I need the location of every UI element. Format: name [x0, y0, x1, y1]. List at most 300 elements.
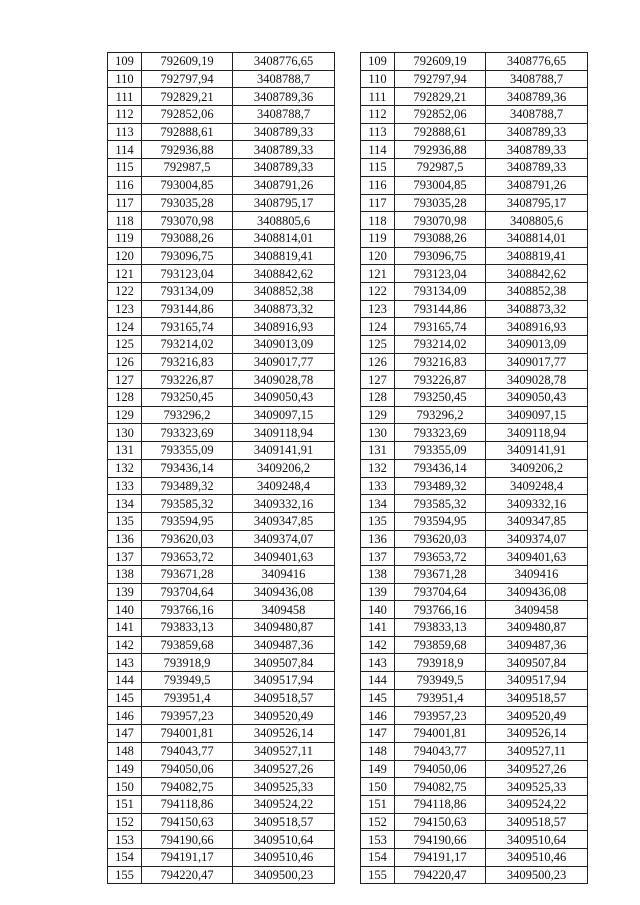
- y-coordinate-cell: 3409458: [486, 601, 588, 619]
- y-coordinate-cell: 3409050,43: [233, 389, 335, 407]
- point-number-cell: 144: [108, 672, 142, 690]
- x-coordinate-cell: 793489,32: [142, 477, 233, 495]
- y-coordinate-cell: 3409332,16: [233, 495, 335, 513]
- y-coordinate-cell: 3409050,43: [486, 389, 588, 407]
- table-row: [108, 247, 335, 265]
- x-coordinate-cell: 794150,63: [142, 813, 233, 831]
- table-row: [108, 265, 335, 283]
- point-number-cell: 132: [361, 459, 395, 477]
- y-coordinate-cell: 3408873,32: [233, 300, 335, 318]
- x-coordinate-cell: 793704,64: [395, 583, 486, 601]
- table-row: [108, 636, 335, 654]
- y-coordinate-cell: 3409518,57: [233, 689, 335, 707]
- table-row: [108, 742, 335, 760]
- y-coordinate-cell: 3408789,33: [486, 159, 588, 177]
- y-coordinate-cell: 3409028,78: [233, 371, 335, 389]
- point-number-cell: 122: [108, 282, 142, 300]
- x-coordinate-cell: 793620,03: [395, 530, 486, 548]
- point-number-cell: 115: [108, 159, 142, 177]
- table-row: [361, 672, 588, 690]
- x-coordinate-cell: 793250,45: [142, 389, 233, 407]
- y-coordinate-cell: 3409520,49: [486, 707, 588, 725]
- x-coordinate-cell: 794220,47: [395, 866, 486, 884]
- x-coordinate-cell: 793951,4: [142, 689, 233, 707]
- point-number-cell: 131: [108, 442, 142, 460]
- y-coordinate-cell: 3409517,94: [486, 672, 588, 690]
- point-number-cell: 147: [108, 725, 142, 743]
- y-coordinate-cell: 3409458: [233, 601, 335, 619]
- y-coordinate-cell: 3409510,64: [233, 831, 335, 849]
- table-row: [361, 229, 588, 247]
- y-coordinate-cell: 3409013,09: [486, 336, 588, 354]
- point-number-cell: 147: [361, 725, 395, 743]
- coordinate-table-left: [107, 52, 335, 884]
- table-row: [108, 282, 335, 300]
- table-row: [361, 866, 588, 884]
- x-coordinate-cell: 794118,86: [395, 795, 486, 813]
- table-row: [108, 689, 335, 707]
- x-coordinate-cell: 793096,75: [142, 247, 233, 265]
- table-row: [108, 159, 335, 177]
- x-coordinate-cell: 793766,16: [395, 601, 486, 619]
- table-row: [361, 70, 588, 88]
- y-coordinate-cell: 3409013,09: [233, 336, 335, 354]
- x-coordinate-cell: 793489,32: [395, 477, 486, 495]
- table-row: [108, 176, 335, 194]
- table-row: [361, 123, 588, 141]
- x-coordinate-cell: 793859,68: [395, 636, 486, 654]
- y-coordinate-cell: 3409510,46: [486, 848, 588, 866]
- y-coordinate-cell: 3408916,93: [233, 318, 335, 336]
- y-coordinate-cell: 3408852,38: [486, 282, 588, 300]
- x-coordinate-cell: 792609,19: [142, 53, 233, 71]
- point-number-cell: 134: [361, 495, 395, 513]
- y-coordinate-cell: 3409416: [486, 565, 588, 583]
- y-coordinate-cell: 3409347,85: [233, 512, 335, 530]
- point-number-cell: 130: [108, 424, 142, 442]
- point-number-cell: 153: [361, 831, 395, 849]
- table-row: [361, 565, 588, 583]
- table-row: [108, 318, 335, 336]
- table-row: [108, 848, 335, 866]
- table-row: [361, 406, 588, 424]
- point-number-cell: 109: [361, 53, 395, 71]
- table-row: [361, 336, 588, 354]
- table-row: [108, 70, 335, 88]
- y-coordinate-cell: 3408789,33: [233, 159, 335, 177]
- y-coordinate-cell: 3408791,26: [233, 176, 335, 194]
- table-row: [108, 619, 335, 637]
- y-coordinate-cell: 3408791,26: [486, 176, 588, 194]
- table-row: [361, 106, 588, 124]
- table-row: [108, 229, 335, 247]
- y-coordinate-cell: 3408852,38: [233, 282, 335, 300]
- table-row: [361, 601, 588, 619]
- table-row: [361, 707, 588, 725]
- table-row: [108, 212, 335, 230]
- table-row: [108, 194, 335, 212]
- y-coordinate-cell: 3409248,4: [233, 477, 335, 495]
- point-number-cell: 132: [108, 459, 142, 477]
- table-row: [108, 300, 335, 318]
- table-row: [108, 530, 335, 548]
- point-number-cell: 123: [108, 300, 142, 318]
- table-row: [108, 424, 335, 442]
- x-coordinate-cell: 792829,21: [142, 88, 233, 106]
- x-coordinate-cell: 793296,2: [395, 406, 486, 424]
- x-coordinate-cell: 793216,83: [142, 353, 233, 371]
- y-coordinate-cell: 3409401,63: [486, 548, 588, 566]
- y-coordinate-cell: 3409206,2: [233, 459, 335, 477]
- table-row: [361, 848, 588, 866]
- table-row: [108, 406, 335, 424]
- x-coordinate-cell: 793671,28: [395, 565, 486, 583]
- x-coordinate-cell: 793134,09: [395, 282, 486, 300]
- point-number-cell: 136: [108, 530, 142, 548]
- point-number-cell: 150: [361, 778, 395, 796]
- y-coordinate-cell: 3409401,63: [233, 548, 335, 566]
- x-coordinate-cell: 793088,26: [142, 229, 233, 247]
- table-row: [361, 247, 588, 265]
- x-coordinate-cell: 793833,13: [395, 619, 486, 637]
- point-number-cell: 143: [361, 654, 395, 672]
- point-number-cell: 140: [361, 601, 395, 619]
- table-row: [361, 424, 588, 442]
- y-coordinate-cell: 3409480,87: [486, 619, 588, 637]
- table-row: [361, 831, 588, 849]
- point-number-cell: 129: [108, 406, 142, 424]
- y-coordinate-cell: 3408842,62: [486, 265, 588, 283]
- x-coordinate-cell: 793918,9: [142, 654, 233, 672]
- y-coordinate-cell: 3408788,7: [486, 106, 588, 124]
- point-number-cell: 131: [361, 442, 395, 460]
- point-number-cell: 125: [361, 336, 395, 354]
- table-row: [361, 176, 588, 194]
- x-coordinate-cell: 793216,83: [395, 353, 486, 371]
- point-number-cell: 112: [108, 106, 142, 124]
- x-coordinate-cell: 794001,81: [395, 725, 486, 743]
- table-row: [361, 371, 588, 389]
- x-coordinate-cell: 793165,74: [395, 318, 486, 336]
- table-row: [361, 194, 588, 212]
- y-coordinate-cell: 3409487,36: [486, 636, 588, 654]
- table-row: [108, 106, 335, 124]
- y-coordinate-cell: 3408873,32: [486, 300, 588, 318]
- table-row: [361, 141, 588, 159]
- point-number-cell: 127: [361, 371, 395, 389]
- x-coordinate-cell: 793214,02: [142, 336, 233, 354]
- table-row: [361, 159, 588, 177]
- table-row: [361, 548, 588, 566]
- table-row: [361, 53, 588, 71]
- x-coordinate-cell: 793949,5: [395, 672, 486, 690]
- point-number-cell: 146: [361, 707, 395, 725]
- point-number-cell: 118: [361, 212, 395, 230]
- x-coordinate-cell: 792987,5: [142, 159, 233, 177]
- x-coordinate-cell: 793323,69: [142, 424, 233, 442]
- table-row: [108, 583, 335, 601]
- point-number-cell: 144: [361, 672, 395, 690]
- point-number-cell: 151: [361, 795, 395, 813]
- x-coordinate-cell: 793323,69: [395, 424, 486, 442]
- x-coordinate-cell: 792852,06: [395, 106, 486, 124]
- point-number-cell: 128: [108, 389, 142, 407]
- x-coordinate-cell: 793355,09: [395, 442, 486, 460]
- coordinate-table-right: [360, 52, 588, 884]
- point-number-cell: 119: [361, 229, 395, 247]
- x-coordinate-cell: 793123,04: [142, 265, 233, 283]
- table-row: [108, 141, 335, 159]
- point-number-cell: 113: [108, 123, 142, 141]
- point-number-cell: 111: [361, 88, 395, 106]
- point-number-cell: 116: [108, 176, 142, 194]
- y-coordinate-cell: 3409118,94: [233, 424, 335, 442]
- x-coordinate-cell: 793653,72: [395, 548, 486, 566]
- point-number-cell: 138: [108, 565, 142, 583]
- x-coordinate-cell: 793250,45: [395, 389, 486, 407]
- point-number-cell: 141: [108, 619, 142, 637]
- table-row: [361, 495, 588, 513]
- x-coordinate-cell: 793134,09: [142, 282, 233, 300]
- table-row: [108, 371, 335, 389]
- y-coordinate-cell: 3408814,01: [486, 229, 588, 247]
- point-number-cell: 120: [108, 247, 142, 265]
- x-coordinate-cell: 792609,19: [395, 53, 486, 71]
- point-number-cell: 111: [108, 88, 142, 106]
- y-coordinate-cell: 3409097,15: [233, 406, 335, 424]
- table-row: [361, 583, 588, 601]
- x-coordinate-cell: 794050,06: [142, 760, 233, 778]
- y-coordinate-cell: 3408805,6: [233, 212, 335, 230]
- x-coordinate-cell: 792829,21: [395, 88, 486, 106]
- point-number-cell: 153: [108, 831, 142, 849]
- x-coordinate-cell: 794191,17: [142, 848, 233, 866]
- y-coordinate-cell: 3409028,78: [486, 371, 588, 389]
- y-coordinate-cell: 3409510,64: [486, 831, 588, 849]
- table-row: [361, 318, 588, 336]
- y-coordinate-cell: 3409480,87: [233, 619, 335, 637]
- point-number-cell: 148: [361, 742, 395, 760]
- table-row: [108, 778, 335, 796]
- y-coordinate-cell: 3408789,33: [486, 141, 588, 159]
- table-row: [108, 672, 335, 690]
- x-coordinate-cell: 794043,77: [142, 742, 233, 760]
- table-row: [361, 689, 588, 707]
- x-coordinate-cell: 793594,95: [142, 512, 233, 530]
- table-row: [108, 389, 335, 407]
- point-number-cell: 136: [361, 530, 395, 548]
- table-row: [108, 353, 335, 371]
- point-number-cell: 128: [361, 389, 395, 407]
- table-row: [361, 353, 588, 371]
- x-coordinate-cell: 794050,06: [395, 760, 486, 778]
- point-number-cell: 118: [108, 212, 142, 230]
- y-coordinate-cell: 3409500,23: [486, 866, 588, 884]
- table-row: [108, 601, 335, 619]
- y-coordinate-cell: 3408795,17: [486, 194, 588, 212]
- table-row: [108, 707, 335, 725]
- point-number-cell: 114: [361, 141, 395, 159]
- y-coordinate-cell: 3409510,46: [233, 848, 335, 866]
- x-coordinate-cell: 793436,14: [142, 459, 233, 477]
- table-row: [108, 831, 335, 849]
- y-coordinate-cell: 3408795,17: [233, 194, 335, 212]
- y-coordinate-cell: 3409517,94: [233, 672, 335, 690]
- table-row: [108, 442, 335, 460]
- point-number-cell: 121: [361, 265, 395, 283]
- y-coordinate-cell: 3409518,57: [233, 813, 335, 831]
- y-coordinate-cell: 3409525,33: [486, 778, 588, 796]
- y-coordinate-cell: 3408789,33: [233, 141, 335, 159]
- x-coordinate-cell: 792936,88: [142, 141, 233, 159]
- point-number-cell: 122: [361, 282, 395, 300]
- point-number-cell: 140: [108, 601, 142, 619]
- point-number-cell: 126: [108, 353, 142, 371]
- y-coordinate-cell: 3409206,2: [486, 459, 588, 477]
- x-coordinate-cell: 793214,02: [395, 336, 486, 354]
- table-row: [108, 725, 335, 743]
- x-coordinate-cell: 793088,26: [395, 229, 486, 247]
- x-coordinate-cell: 793957,23: [395, 707, 486, 725]
- y-coordinate-cell: 3408776,65: [486, 53, 588, 71]
- point-number-cell: 117: [361, 194, 395, 212]
- y-coordinate-cell: 3409141,91: [233, 442, 335, 460]
- table-row: [361, 813, 588, 831]
- x-coordinate-cell: 793951,4: [395, 689, 486, 707]
- x-coordinate-cell: 794043,77: [395, 742, 486, 760]
- x-coordinate-cell: 793620,03: [142, 530, 233, 548]
- table-row: [108, 654, 335, 672]
- table-row: [361, 778, 588, 796]
- table-row: [361, 654, 588, 672]
- x-coordinate-cell: 792797,94: [395, 70, 486, 88]
- point-number-cell: 152: [108, 813, 142, 831]
- y-coordinate-cell: 3408814,01: [233, 229, 335, 247]
- y-coordinate-cell: 3409518,57: [486, 689, 588, 707]
- point-number-cell: 110: [361, 70, 395, 88]
- x-coordinate-cell: 794082,75: [395, 778, 486, 796]
- x-coordinate-cell: 792987,5: [395, 159, 486, 177]
- point-number-cell: 154: [361, 848, 395, 866]
- point-number-cell: 114: [108, 141, 142, 159]
- x-coordinate-cell: 793226,87: [142, 371, 233, 389]
- y-coordinate-cell: 3409527,11: [486, 742, 588, 760]
- y-coordinate-cell: 3408842,62: [233, 265, 335, 283]
- x-coordinate-cell: 792888,61: [142, 123, 233, 141]
- table-row: [108, 336, 335, 354]
- x-coordinate-cell: 794190,66: [142, 831, 233, 849]
- x-coordinate-cell: 793096,75: [395, 247, 486, 265]
- point-number-cell: 151: [108, 795, 142, 813]
- x-coordinate-cell: 794001,81: [142, 725, 233, 743]
- y-coordinate-cell: 3408819,41: [486, 247, 588, 265]
- table-row: [108, 866, 335, 884]
- x-coordinate-cell: 793585,32: [142, 495, 233, 513]
- x-coordinate-cell: 793704,64: [142, 583, 233, 601]
- y-coordinate-cell: 3408776,65: [233, 53, 335, 71]
- y-coordinate-cell: 3409526,14: [233, 725, 335, 743]
- coordinate-table-body: [361, 53, 588, 884]
- x-coordinate-cell: 793436,14: [395, 459, 486, 477]
- point-number-cell: 143: [108, 654, 142, 672]
- y-coordinate-cell: 3409347,85: [486, 512, 588, 530]
- point-number-cell: 117: [108, 194, 142, 212]
- x-coordinate-cell: 793123,04: [395, 265, 486, 283]
- y-coordinate-cell: 3409525,33: [233, 778, 335, 796]
- table-row: [361, 742, 588, 760]
- point-number-cell: 116: [361, 176, 395, 194]
- y-coordinate-cell: 3408789,33: [486, 123, 588, 141]
- table-row: [108, 495, 335, 513]
- point-number-cell: 135: [361, 512, 395, 530]
- point-number-cell: 123: [361, 300, 395, 318]
- point-number-cell: 119: [108, 229, 142, 247]
- table-row: [361, 619, 588, 637]
- point-number-cell: 109: [108, 53, 142, 71]
- x-coordinate-cell: 793653,72: [142, 548, 233, 566]
- x-coordinate-cell: 793585,32: [395, 495, 486, 513]
- point-number-cell: 125: [108, 336, 142, 354]
- table-row: [108, 88, 335, 106]
- table-row: [361, 265, 588, 283]
- table-row: [361, 760, 588, 778]
- point-number-cell: 150: [108, 778, 142, 796]
- coordinate-table-body: [108, 53, 335, 884]
- y-coordinate-cell: 3409118,94: [486, 424, 588, 442]
- x-coordinate-cell: 793070,98: [142, 212, 233, 230]
- table-row: [361, 459, 588, 477]
- x-coordinate-cell: 794118,86: [142, 795, 233, 813]
- y-coordinate-cell: 3409527,26: [233, 760, 335, 778]
- y-coordinate-cell: 3409518,57: [486, 813, 588, 831]
- y-coordinate-cell: 3408805,6: [486, 212, 588, 230]
- table-row: [108, 123, 335, 141]
- table-row: [361, 300, 588, 318]
- y-coordinate-cell: 3409416: [233, 565, 335, 583]
- table-row: [108, 459, 335, 477]
- point-number-cell: 112: [361, 106, 395, 124]
- point-number-cell: 121: [108, 265, 142, 283]
- point-number-cell: 129: [361, 406, 395, 424]
- table-row: [361, 477, 588, 495]
- x-coordinate-cell: 793144,86: [142, 300, 233, 318]
- x-coordinate-cell: 794220,47: [142, 866, 233, 884]
- y-coordinate-cell: 3409374,07: [486, 530, 588, 548]
- table-row: [361, 512, 588, 530]
- point-number-cell: 142: [108, 636, 142, 654]
- y-coordinate-cell: 3409374,07: [233, 530, 335, 548]
- y-coordinate-cell: 3409436,08: [233, 583, 335, 601]
- y-coordinate-cell: 3408819,41: [233, 247, 335, 265]
- point-number-cell: 120: [361, 247, 395, 265]
- point-number-cell: 138: [361, 565, 395, 583]
- point-number-cell: 137: [361, 548, 395, 566]
- y-coordinate-cell: 3409527,11: [233, 742, 335, 760]
- x-coordinate-cell: 793833,13: [142, 619, 233, 637]
- x-coordinate-cell: 793226,87: [395, 371, 486, 389]
- table-row: [108, 813, 335, 831]
- table-row: [108, 53, 335, 71]
- y-coordinate-cell: 3409520,49: [233, 707, 335, 725]
- point-number-cell: 127: [108, 371, 142, 389]
- y-coordinate-cell: 3409487,36: [233, 636, 335, 654]
- y-coordinate-cell: 3409524,22: [486, 795, 588, 813]
- table-row: [108, 512, 335, 530]
- table-row: [108, 565, 335, 583]
- point-number-cell: 135: [108, 512, 142, 530]
- table-row: [108, 795, 335, 813]
- y-coordinate-cell: 3408788,7: [233, 106, 335, 124]
